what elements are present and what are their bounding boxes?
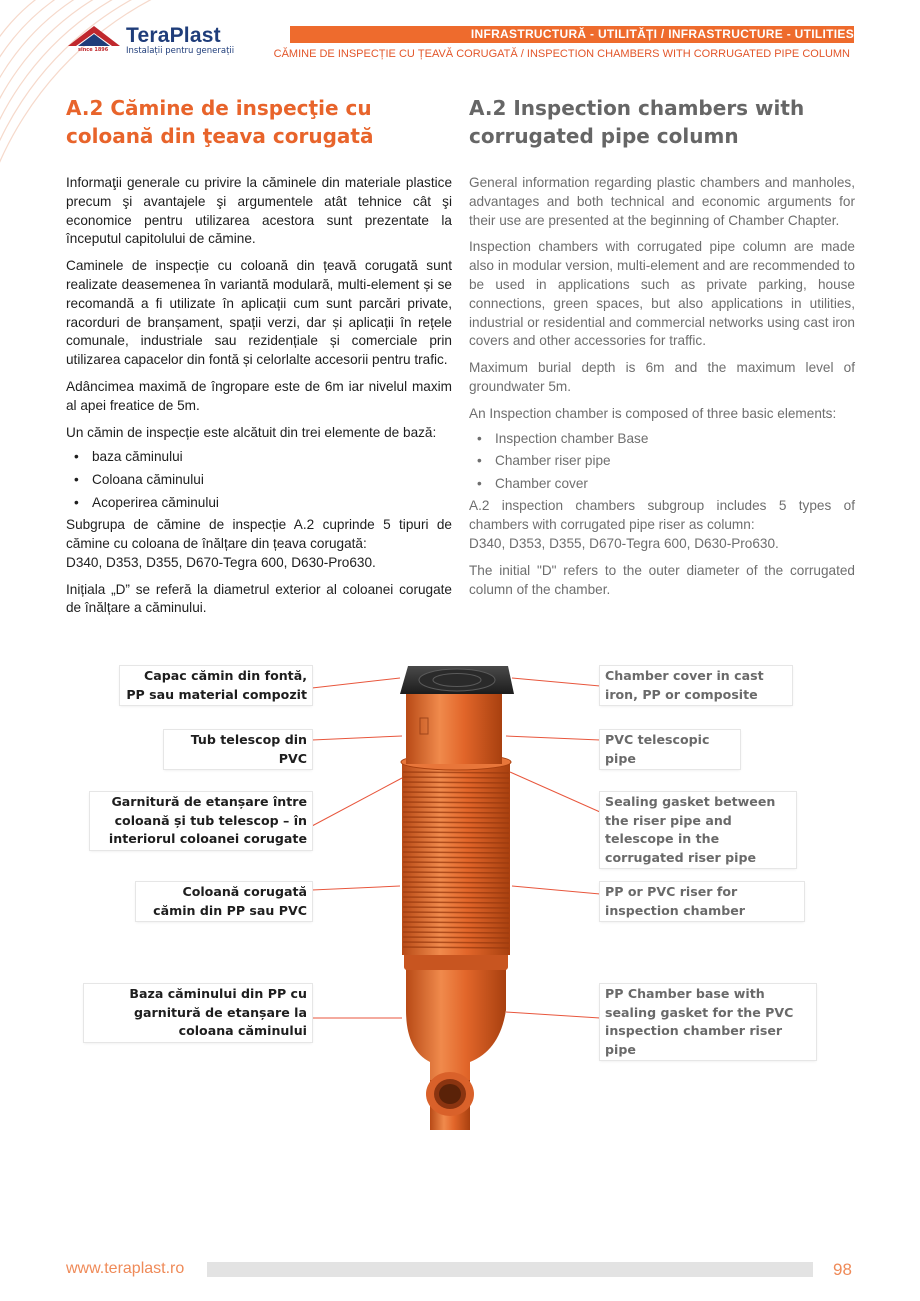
riser-rib bbox=[403, 827, 509, 828]
teraplast-logo[interactable] bbox=[66, 24, 236, 56]
riser-rib bbox=[403, 932, 509, 933]
riser-rib bbox=[403, 787, 509, 788]
riser-rib bbox=[403, 847, 509, 848]
list-item: • baza căminului bbox=[66, 446, 452, 469]
label-chamber-base-ro: Baza căminului din PP cu garnitură de etanșare la coloana căminului bbox=[84, 984, 312, 1042]
riser-rib bbox=[403, 897, 509, 898]
logo-brand-name: TeraPlast bbox=[126, 24, 221, 47]
riser-rib bbox=[403, 892, 509, 893]
riser-rib bbox=[403, 857, 509, 858]
chamber-diagram bbox=[0, 650, 920, 1170]
label-telescopic-pipe-en: PVC telescopic pipe bbox=[600, 730, 740, 769]
paragraph: Adâncimea maximă de îngropare este de 6m iar nivelul maxim al apei freatice de 5m. bbox=[66, 378, 452, 413]
paragraph-models: D340, D353, D355, D670-Tegra 600, D630-Pro630. bbox=[66, 554, 376, 570]
riser-rib bbox=[403, 842, 509, 843]
paragraph: Inspection chambers with corrugated pipe column are made also in modular version, multi-element and are recommended to be used in applications such as private parking, house connections, green spaces, but also applications in utilities, industrial or residential and commercial networks using cast iron covers and other accessories for traffic. bbox=[469, 239, 855, 349]
label-sealing-gasket-ro: Garnitură de etanșare între coloană și tub telescop – în interiorul coloanei corugate bbox=[90, 792, 312, 850]
label-cover-en: Chamber cover in cast iron, PP or composite bbox=[600, 666, 792, 705]
riser-rib bbox=[403, 782, 509, 783]
list-item: • Chamber riser pipe bbox=[469, 450, 855, 473]
riser-rib bbox=[403, 877, 509, 878]
footer-website-link[interactable]: www.teraplast.ro bbox=[66, 1260, 185, 1277]
riser-rib bbox=[403, 917, 509, 918]
section-title-ro: A.2 Cămine de inspecţie cu coloană din ţeava corugată bbox=[66, 96, 374, 148]
list-item: • Acoperirea căminului bbox=[66, 492, 452, 515]
riser-rib bbox=[403, 887, 509, 888]
manhole-lid bbox=[419, 669, 495, 691]
text-column-en bbox=[469, 174, 855, 607]
riser-rib bbox=[403, 907, 509, 908]
label-telescopic-pipe-ro: Tub telescop din PVC bbox=[164, 730, 312, 769]
riser-rib bbox=[403, 777, 509, 778]
riser-rib bbox=[403, 797, 509, 798]
paragraph: Subgrupa de cămine de inspecție A.2 cuprinde 5 tipuri de cămine cu coloana de înălțare din țeava corugată: bbox=[66, 517, 452, 551]
riser-rib bbox=[403, 912, 509, 913]
riser-rib bbox=[403, 792, 509, 793]
riser-rib bbox=[403, 867, 509, 868]
header-subtitle: CĂMINE DE INSPECȚIE CU ȚEAVĂ CORUGATĂ / INSPECTION CHAMBERS WITH CORRUGATED PIPE COLUMN bbox=[273, 48, 850, 60]
riser-rib bbox=[403, 812, 509, 813]
riser-rib bbox=[403, 872, 509, 873]
paragraph: Informaţii generale cu privire la căminele din materiale plastice precum şi avantajele şi argumentele atât tehnice cât şi economice pentru utilizarea acestora sunt prezentate la începutul capitolului de cămine. bbox=[66, 175, 452, 247]
paragraph: Inițiala „D” se referă la diametrul exterior al coloanei corugate de înălțare a căminului. bbox=[66, 581, 452, 616]
bullet-list bbox=[469, 428, 855, 496]
paragraph-models: D340, D353, D355, D670-Tegra 600, D630-Pro630. bbox=[469, 535, 779, 551]
list-item: • Chamber cover bbox=[469, 473, 855, 496]
list-item: • Coloana căminului bbox=[66, 469, 452, 492]
paragraph: A.2 inspection chambers subgroup includes 5 types of chambers with corrugated pipe riser as column: bbox=[469, 498, 855, 533]
logo-tagline: Instalații pentru generații bbox=[126, 46, 235, 56]
paragraph: Un cămin de inspecție este alcătuit din trei elemente de bază: bbox=[66, 424, 437, 440]
bullet-list bbox=[66, 446, 452, 514]
chamber-base bbox=[406, 950, 506, 1090]
label-sealing-gasket-en: Sealing gasket between the riser pipe and telescope in the corrugated riser pipe bbox=[600, 792, 796, 868]
header-title: INFRASTRUCTURĂ - UTILITĂȚI / INFRASTRUCTURE - UTILITIES bbox=[470, 27, 854, 41]
paragraph: Caminele de inspecție cu coloană din țeavă corugată sunt realizate deasemenea în variantă modulară, multi-element și se recomandă a fi utilizate în aplicații cum sunt parcări private, racorduri de branșament, spații verzi, dar și aplicații în rețele comunale, industriale sau rezidențiale și comerciale prin utilizarea capacelor din fontă și celorlalte accesorii pentru trafic. bbox=[66, 258, 452, 368]
list-item: • Inspection chamber Base bbox=[469, 428, 855, 451]
riser-rib bbox=[403, 772, 509, 773]
paragraph: The initial "D" refers to the outer diameter of the corrugated column of the chamber. bbox=[469, 562, 855, 597]
label-cover-ro: Capac cămin din fontă, PP sau material compozit bbox=[120, 666, 312, 705]
footer-bar bbox=[207, 1262, 813, 1277]
riser-rib bbox=[403, 947, 509, 948]
riser-rib bbox=[403, 852, 509, 853]
label-riser-en: PP or PVC riser for inspection chamber bbox=[600, 882, 804, 921]
riser-rib bbox=[403, 922, 509, 923]
paragraph: Maximum burial depth is 6m and the maximum level of groundwater 5m. bbox=[469, 360, 855, 394]
riser-rib bbox=[403, 822, 509, 823]
riser-rib bbox=[403, 942, 509, 943]
label-chamber-base-en: PP Chamber base with sealing gasket for the PVC inspection chamber riser pipe bbox=[600, 984, 816, 1060]
section-title-en: A.2 Inspection chambers with corrugated pipe column bbox=[469, 96, 805, 148]
riser-rib bbox=[403, 882, 509, 883]
text-column-ro bbox=[66, 174, 452, 626]
logo-since: since 1896 bbox=[78, 47, 109, 53]
page-number: 98 bbox=[833, 1260, 852, 1279]
riser-rib bbox=[403, 802, 509, 803]
riser-rib bbox=[403, 862, 509, 863]
riser-rib bbox=[403, 927, 509, 928]
riser-rib bbox=[403, 902, 509, 903]
paragraph: General information regarding plastic chambers and manholes, advantages and both technical and economic arguments for their use are presented at the beginning of Chamber Chapter. bbox=[469, 175, 855, 228]
riser-rib bbox=[403, 937, 509, 938]
riser-rib bbox=[403, 832, 509, 833]
label-corrugated-riser-ro: Coloană corugată cămin din PP sau PVC bbox=[136, 882, 312, 921]
riser-rib bbox=[403, 837, 509, 838]
paragraph: An Inspection chamber is composed of three basic elements: bbox=[469, 405, 837, 421]
riser-rib bbox=[403, 807, 509, 808]
riser-rib bbox=[403, 817, 509, 818]
